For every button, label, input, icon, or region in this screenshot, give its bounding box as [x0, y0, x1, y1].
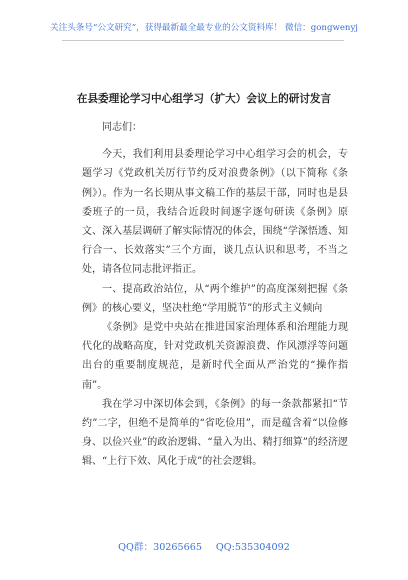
footer-contact [0, 539, 408, 553]
qq-number-text: QQ:535304092 [215, 542, 290, 553]
body-paragraph-intro: 今天，我们利用县委理论学习中心组学习会的机会，专题学习《党政机关厉行节约反对浪费条例》（以下简称《条例》）。作为一名长期从事文稿工作的基层干部，同时也是县委班子的一员，我结合近段时间逐字逐句研读《条例》原文、深入基层调研了解实际情况的体会，围绕“学深悟透、知行合一、长效落实”三个方面，谈几点认识和思考，不当之处，请各位同志批评指正。 [82, 149, 348, 276]
document-body [82, 118, 348, 472]
body-paragraph-2: 《条例》是党中央站在推进国家治理体系和治理能力现代化的战略高度，针对党政机关资源浪费、作风漂浮等问题出台的重要制度规范，是新时代全面从严治党的“操作指南”。 [82, 322, 348, 391]
qq-group-text: QQ群：30265665 [118, 542, 202, 553]
body-paragraph-3: 我在学习中深切体会到，《条例》的每一条款都紧扣“节约”二字，但绝不是简单的“省吃俭用”，而是蕴含着“以俭修身、以俭兴业”的政治逻辑、“量入为出、精打细算”的经济逻辑、“上行下效、风化于成”的社会逻辑。 [82, 398, 348, 468]
salutation: 同志们： [102, 122, 142, 133]
header-divider [62, 40, 344, 41]
section-heading-1: 一、提高政治站位，从“两个维护”的高度深刻把握《条例》的核心要义，坚决杜绝“学用脱节”的形式主义倾向 [82, 283, 348, 314]
header-note: 关注头条号“公文研究”，获得最新最全最专业的公文资料库！ 微信：gongwenyj [50, 23, 358, 33]
document-title: 在县委理论学习中心组学习（扩大）会议上的研讨发言 [76, 93, 332, 105]
